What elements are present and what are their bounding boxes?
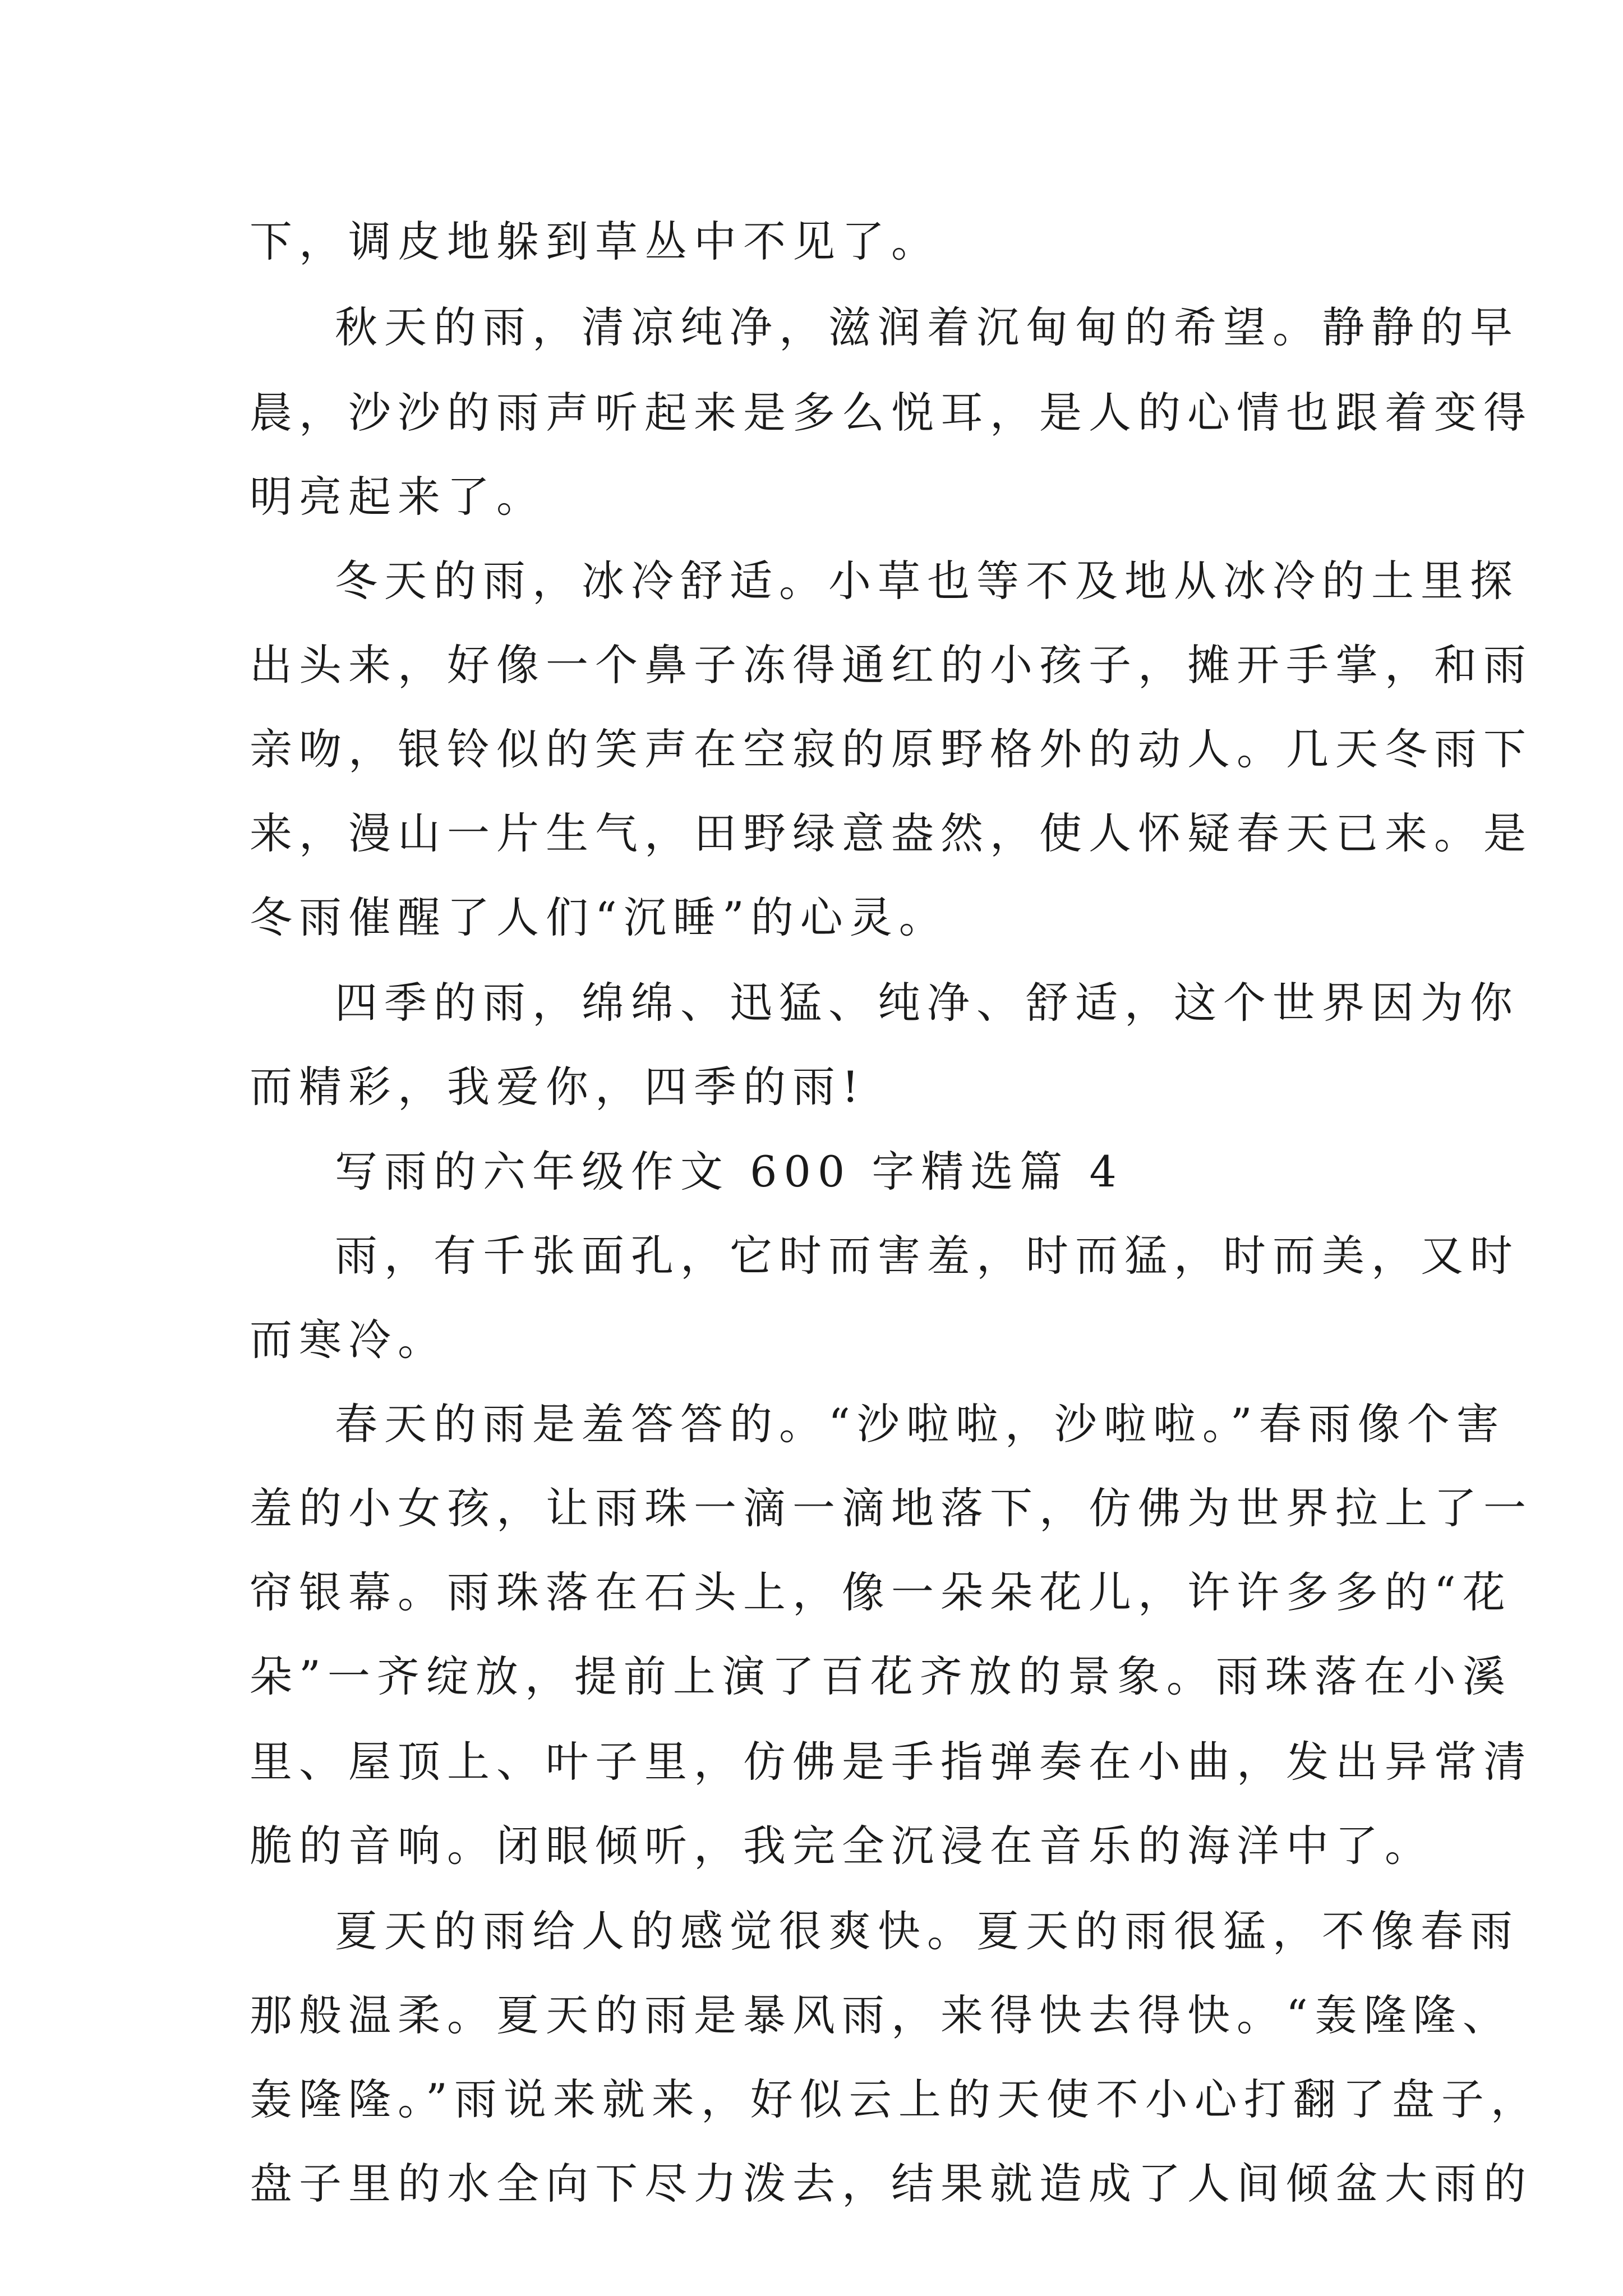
text-line: 羞的小女孩，让雨珠一滴一滴地落下，仿佛为世界拉上了一 <box>250 1483 1533 1533</box>
text-line: 出头来，好像一个鼻子冻得通红的小孩子，摊开手掌，和雨 <box>250 640 1533 690</box>
paragraph-start-line: 雨，有千张面孔，它时而害羞，时而猛，时而美，又时 <box>335 1231 1519 1281</box>
text-line: 而精彩，我爱你，四季的雨! <box>250 1062 866 1112</box>
text-line: 下，调皮地躲到草丛中不见了。 <box>250 217 940 266</box>
paragraph-start-line: 秋天的雨，清凉纯净，滋润着沉甸甸的希望。静静的早 <box>335 302 1519 352</box>
text-line: 冬雨催醒了人们“沉睡”的心灵。 <box>250 892 948 942</box>
text-line: 盘子里的水全向下尽力泼去，结果就造成了人间倾盆大雨的 <box>250 2159 1533 2208</box>
text-line: 朵”一齐绽放，提前上演了百花齐放的景象。雨珠落在小溪 <box>250 1651 1512 1701</box>
text-line: 轰隆隆。”雨说来就来，好似云上的天使不小心打翻了盘子， <box>250 2074 1540 2124</box>
text-line: 那般温柔。夏天的雨是暴风雨，来得快去得快。“轰隆隆、 <box>250 1990 1512 2040</box>
text-line: 来，漫山一片生气，田野绿意盎然，使人怀疑春天已来。是 <box>250 808 1533 858</box>
text-line: 亲吻，银铃似的笑声在空寂的原野格外的动人。几天冬雨下 <box>250 724 1533 774</box>
text-line: 里、屋顶上、叶子里，仿佛是手指弹奏在小曲，发出异常清 <box>250 1737 1533 1787</box>
text-line: 明亮起来了。 <box>250 472 546 522</box>
paragraph-start-line: 冬天的雨，冰冷舒适。小草也等不及地从冰冷的土里探 <box>335 556 1519 606</box>
text-line: 晨，沙沙的雨声听起来是多么悦耳，是人的心情也跟着变得 <box>250 388 1533 438</box>
text-line: 脆的音响。闭眼倾听，我完全沉浸在音乐的海洋中了。 <box>250 1821 1434 1871</box>
text-line: 而寒冷。 <box>250 1315 447 1365</box>
text-line: 帘银幕。雨珠落在石头上，像一朵朵花儿，许许多多的“花 <box>250 1567 1512 1617</box>
paragraph-start-line: 夏天的雨给人的感觉很爽快。夏天的雨很猛，不像春雨 <box>335 1906 1519 1956</box>
section-heading: 写雨的六年级作文 600 字精选篇 4 <box>335 1147 1123 1197</box>
paragraph-start-line: 四季的雨，绵绵、迅猛、纯净、舒适，这个世界因为你 <box>335 978 1519 1028</box>
paragraph-start-line: 春天的雨是羞答答的。“沙啦啦，沙啦啦。”春雨像个害 <box>335 1399 1506 1449</box>
